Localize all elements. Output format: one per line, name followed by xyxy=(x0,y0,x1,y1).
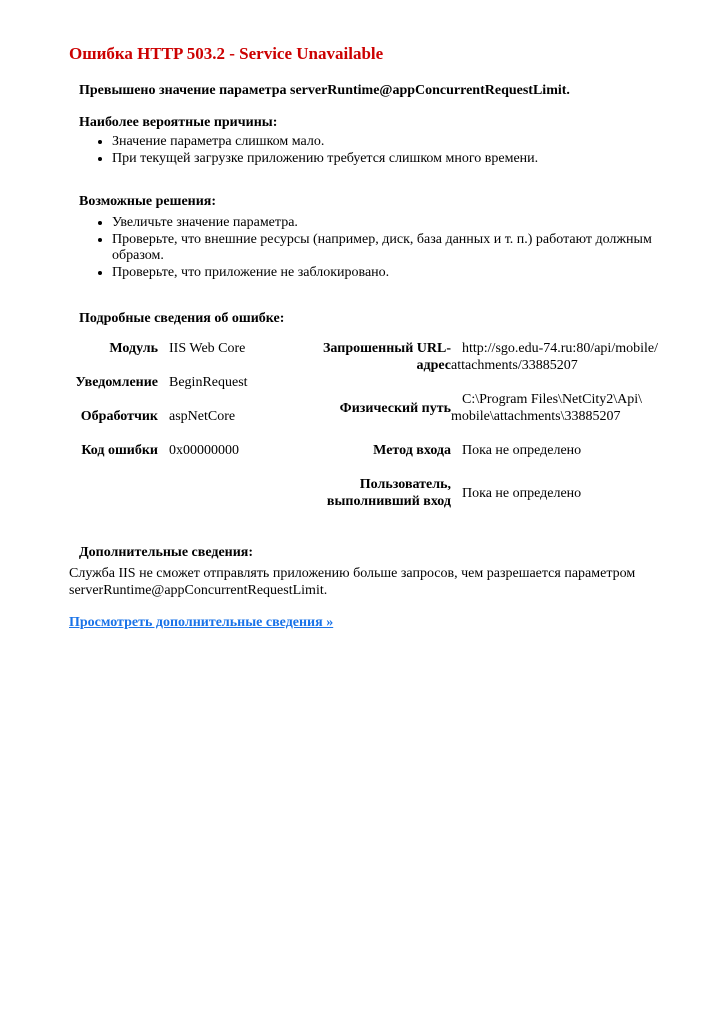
logon-method-value: Пока не определено xyxy=(462,443,582,458)
module-value: IIS Web Core xyxy=(169,341,246,356)
details-heading: Подробные сведения об ошибке: xyxy=(79,311,285,326)
cause-item: • При текущей загрузке приложению требуется слишком много времени. xyxy=(112,151,712,168)
causes-heading: Наиболее вероятные причины: xyxy=(79,115,278,130)
handler-value: aspNetCore xyxy=(169,409,236,424)
logon-user-value: Пока не определено xyxy=(462,486,582,501)
page-title: Ошибка HTTP 503.2 - Service Unavailable xyxy=(69,44,384,63)
solution-item: • Увеличьте значение параметра. xyxy=(112,215,702,232)
solution-item: • Проверьте, что приложение не заблокировано. xyxy=(112,265,702,282)
error-code-value: 0x00000000 xyxy=(169,443,239,458)
logon-user-label-line2: выполнивший вход xyxy=(326,494,451,509)
more-info-heading: Дополнительные сведения: xyxy=(79,545,254,560)
notification-value: BeginRequest xyxy=(169,375,248,390)
requested-url-label-line1: Запрошенный URL- xyxy=(323,341,451,356)
physical-path-value-line1: C:\Program Files\NetCity2\Api\ xyxy=(462,392,643,407)
solutions-heading: Возможные решения: xyxy=(79,194,217,209)
module-label: Модуль xyxy=(109,341,158,356)
more-info-text: Служба IIS не сможет отправлять приложению больше запросов, чем разрешается параметром serverRuntime@appConcurrentRequestLimit. xyxy=(69,566,636,598)
handler-label: Обработчик xyxy=(80,409,158,424)
requested-url-label-line2: адрес xyxy=(416,358,451,373)
error-summary: Превышено значение параметра serverRuntime@appConcurrentRequestLimit. xyxy=(79,83,570,98)
causes-list xyxy=(94,134,712,167)
requested-url-value-line1: http://sgo.edu-74.ru:80/api/mobile/ xyxy=(462,341,658,356)
solution-item: • Проверьте, что внешние ресурсы (например, диск, база данных и т. п.) работают должным образом. xyxy=(112,232,702,265)
requested-url-value-line2: attachments/33885207 xyxy=(451,358,578,373)
solutions-list xyxy=(94,215,702,281)
error-code-label: Код ошибки xyxy=(81,443,158,458)
notification-label: Уведомление xyxy=(75,375,158,390)
physical-path-value-line2: mobile\attachments\33885207 xyxy=(451,409,621,424)
logon-user-label-line1: Пользователь, xyxy=(359,477,451,492)
cause-item: • Значение параметра слишком мало. xyxy=(112,134,712,151)
physical-path-label: Физический путь xyxy=(339,401,451,416)
logon-method-label: Метод входа xyxy=(373,443,451,458)
more-info-link[interactable]: Просмотреть дополнительные сведения » xyxy=(69,615,334,630)
